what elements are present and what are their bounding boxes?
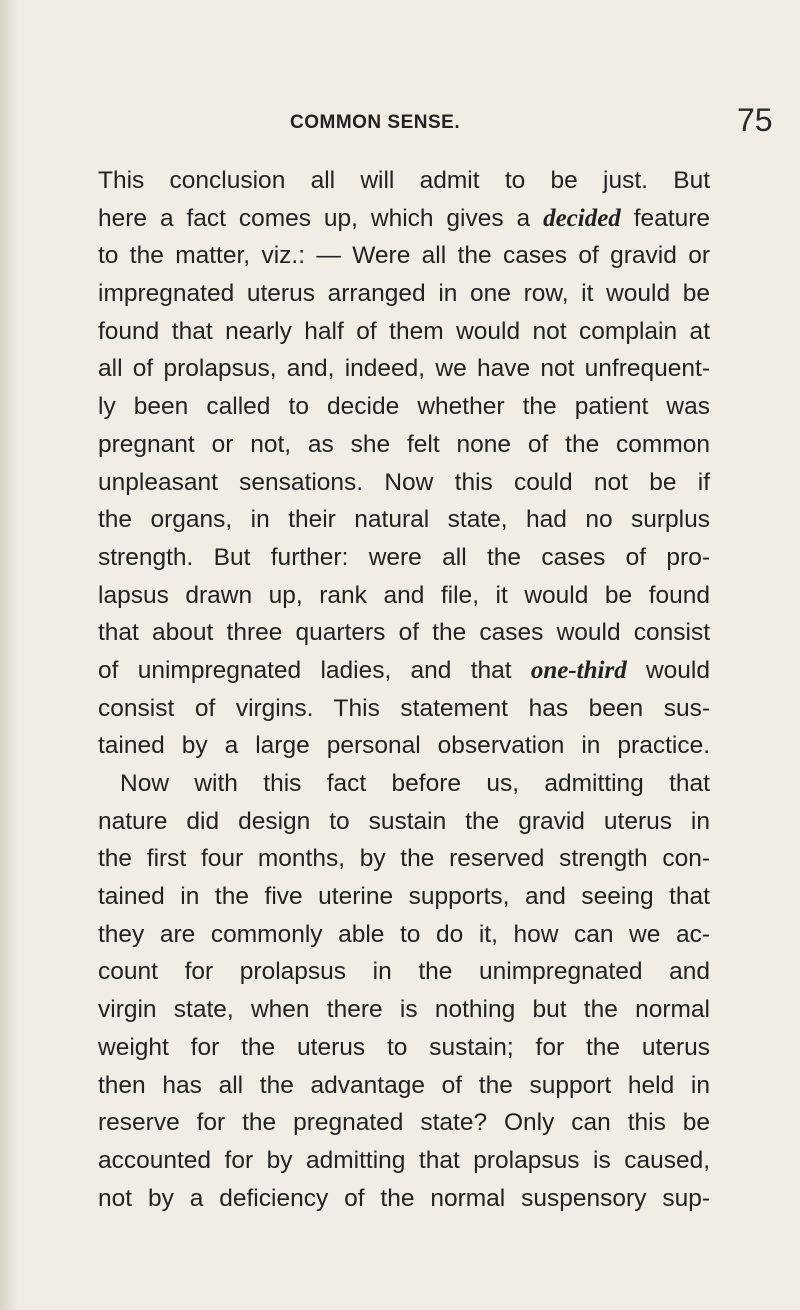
text-line	[98, 313, 710, 351]
text-line	[98, 388, 710, 426]
page-number: 75	[737, 102, 773, 138]
text-line-content: tained by a large personal observation in practice.	[98, 732, 710, 760]
text-line	[98, 765, 710, 803]
emphasis-text: one-third	[530, 656, 627, 684]
text-line	[98, 840, 710, 878]
text-line	[98, 1180, 710, 1218]
text-line	[98, 652, 710, 690]
text-line	[98, 727, 710, 765]
text-line	[98, 464, 710, 502]
text-line	[98, 1029, 710, 1067]
text-line-content: pregnant or not, as she felt none of the common	[98, 430, 710, 458]
text-line-content: ly been called to decide whether the patient was	[98, 393, 710, 421]
text-line-content: tained in the five uterine supports, and seeing that	[98, 883, 710, 911]
text-line	[98, 690, 710, 728]
text-line	[98, 539, 710, 577]
gutter-shadow	[0, 0, 18, 1310]
text-line	[98, 275, 710, 313]
text-line-content: they are commonly able to do it, how can we ac-	[98, 920, 710, 948]
text-line	[98, 162, 710, 200]
text-line	[98, 614, 710, 652]
text-line	[98, 350, 710, 388]
text-line	[98, 1104, 710, 1142]
text-line-content: Now with this fact before us, admitting that	[120, 770, 710, 797]
text-line-content: reserve for the pregnated state? Only can this be	[98, 1109, 710, 1137]
text-line	[98, 878, 710, 916]
text-line-content: then has all the advantage of the support held in	[98, 1071, 710, 1099]
body-text	[98, 162, 710, 1217]
text-line	[98, 200, 710, 238]
text-line-content: consist of virgins. This statement has been sus-	[98, 694, 710, 722]
text-line	[98, 426, 710, 464]
text-line-content: impregnated uterus arranged in one row, it would be	[98, 280, 710, 308]
text-line-content: all of prolapsus, and, indeed, we have not unfrequent-	[98, 355, 710, 383]
text-line-content: here a fact comes up, which gives a	[98, 204, 544, 232]
text-line-content: not by a deficiency of the normal suspensory sup-	[98, 1184, 710, 1212]
text-line-content: unpleasant sensations. Now this could not be if	[98, 468, 710, 496]
text-line-content: virgin state, when there is nothing but the normal	[98, 996, 710, 1024]
text-line-content: This conclusion all will admit to be just. But	[98, 167, 710, 194]
text-line	[98, 803, 710, 841]
text-line	[98, 501, 710, 539]
text-line-content: strength. But further: were all the cases of pro-	[98, 543, 710, 571]
text-line-content: found that nearly half of them would not complain at	[98, 317, 710, 345]
text-line-continuation: feature	[620, 204, 710, 232]
text-line	[98, 237, 710, 275]
running-head: COMMON SENSE.	[290, 112, 461, 133]
text-line	[98, 577, 710, 615]
text-line-content: weight for the uterus to sustain; for the uterus	[98, 1033, 710, 1061]
text-line-content: to the matter, viz.: — Were all the cases of gravid or	[98, 242, 710, 270]
emphasis-text: decided	[543, 204, 621, 232]
text-line	[98, 1067, 710, 1105]
text-line-content: accounted for by admitting that prolapsus is caused,	[98, 1146, 710, 1174]
text-line-content: that about three quarters of the cases would consist	[98, 619, 710, 647]
text-line	[98, 991, 710, 1029]
text-line	[98, 953, 710, 991]
text-line-content: the first four months, by the reserved strength con-	[98, 845, 710, 873]
text-line-content: lapsus drawn up, rank and file, it would be found	[98, 581, 710, 609]
text-line-continuation: would	[626, 656, 710, 684]
text-line	[98, 1142, 710, 1180]
text-line-content: of unimpregnated ladies, and that	[98, 656, 531, 684]
text-line	[98, 916, 710, 954]
text-line-content: count for prolapsus in the unimpregnated and	[98, 958, 710, 986]
text-line-content: the organs, in their natural state, had no surplus	[98, 506, 710, 534]
page-header	[0, 102, 800, 138]
text-line-content: nature did design to sustain the gravid uterus in	[98, 807, 710, 835]
